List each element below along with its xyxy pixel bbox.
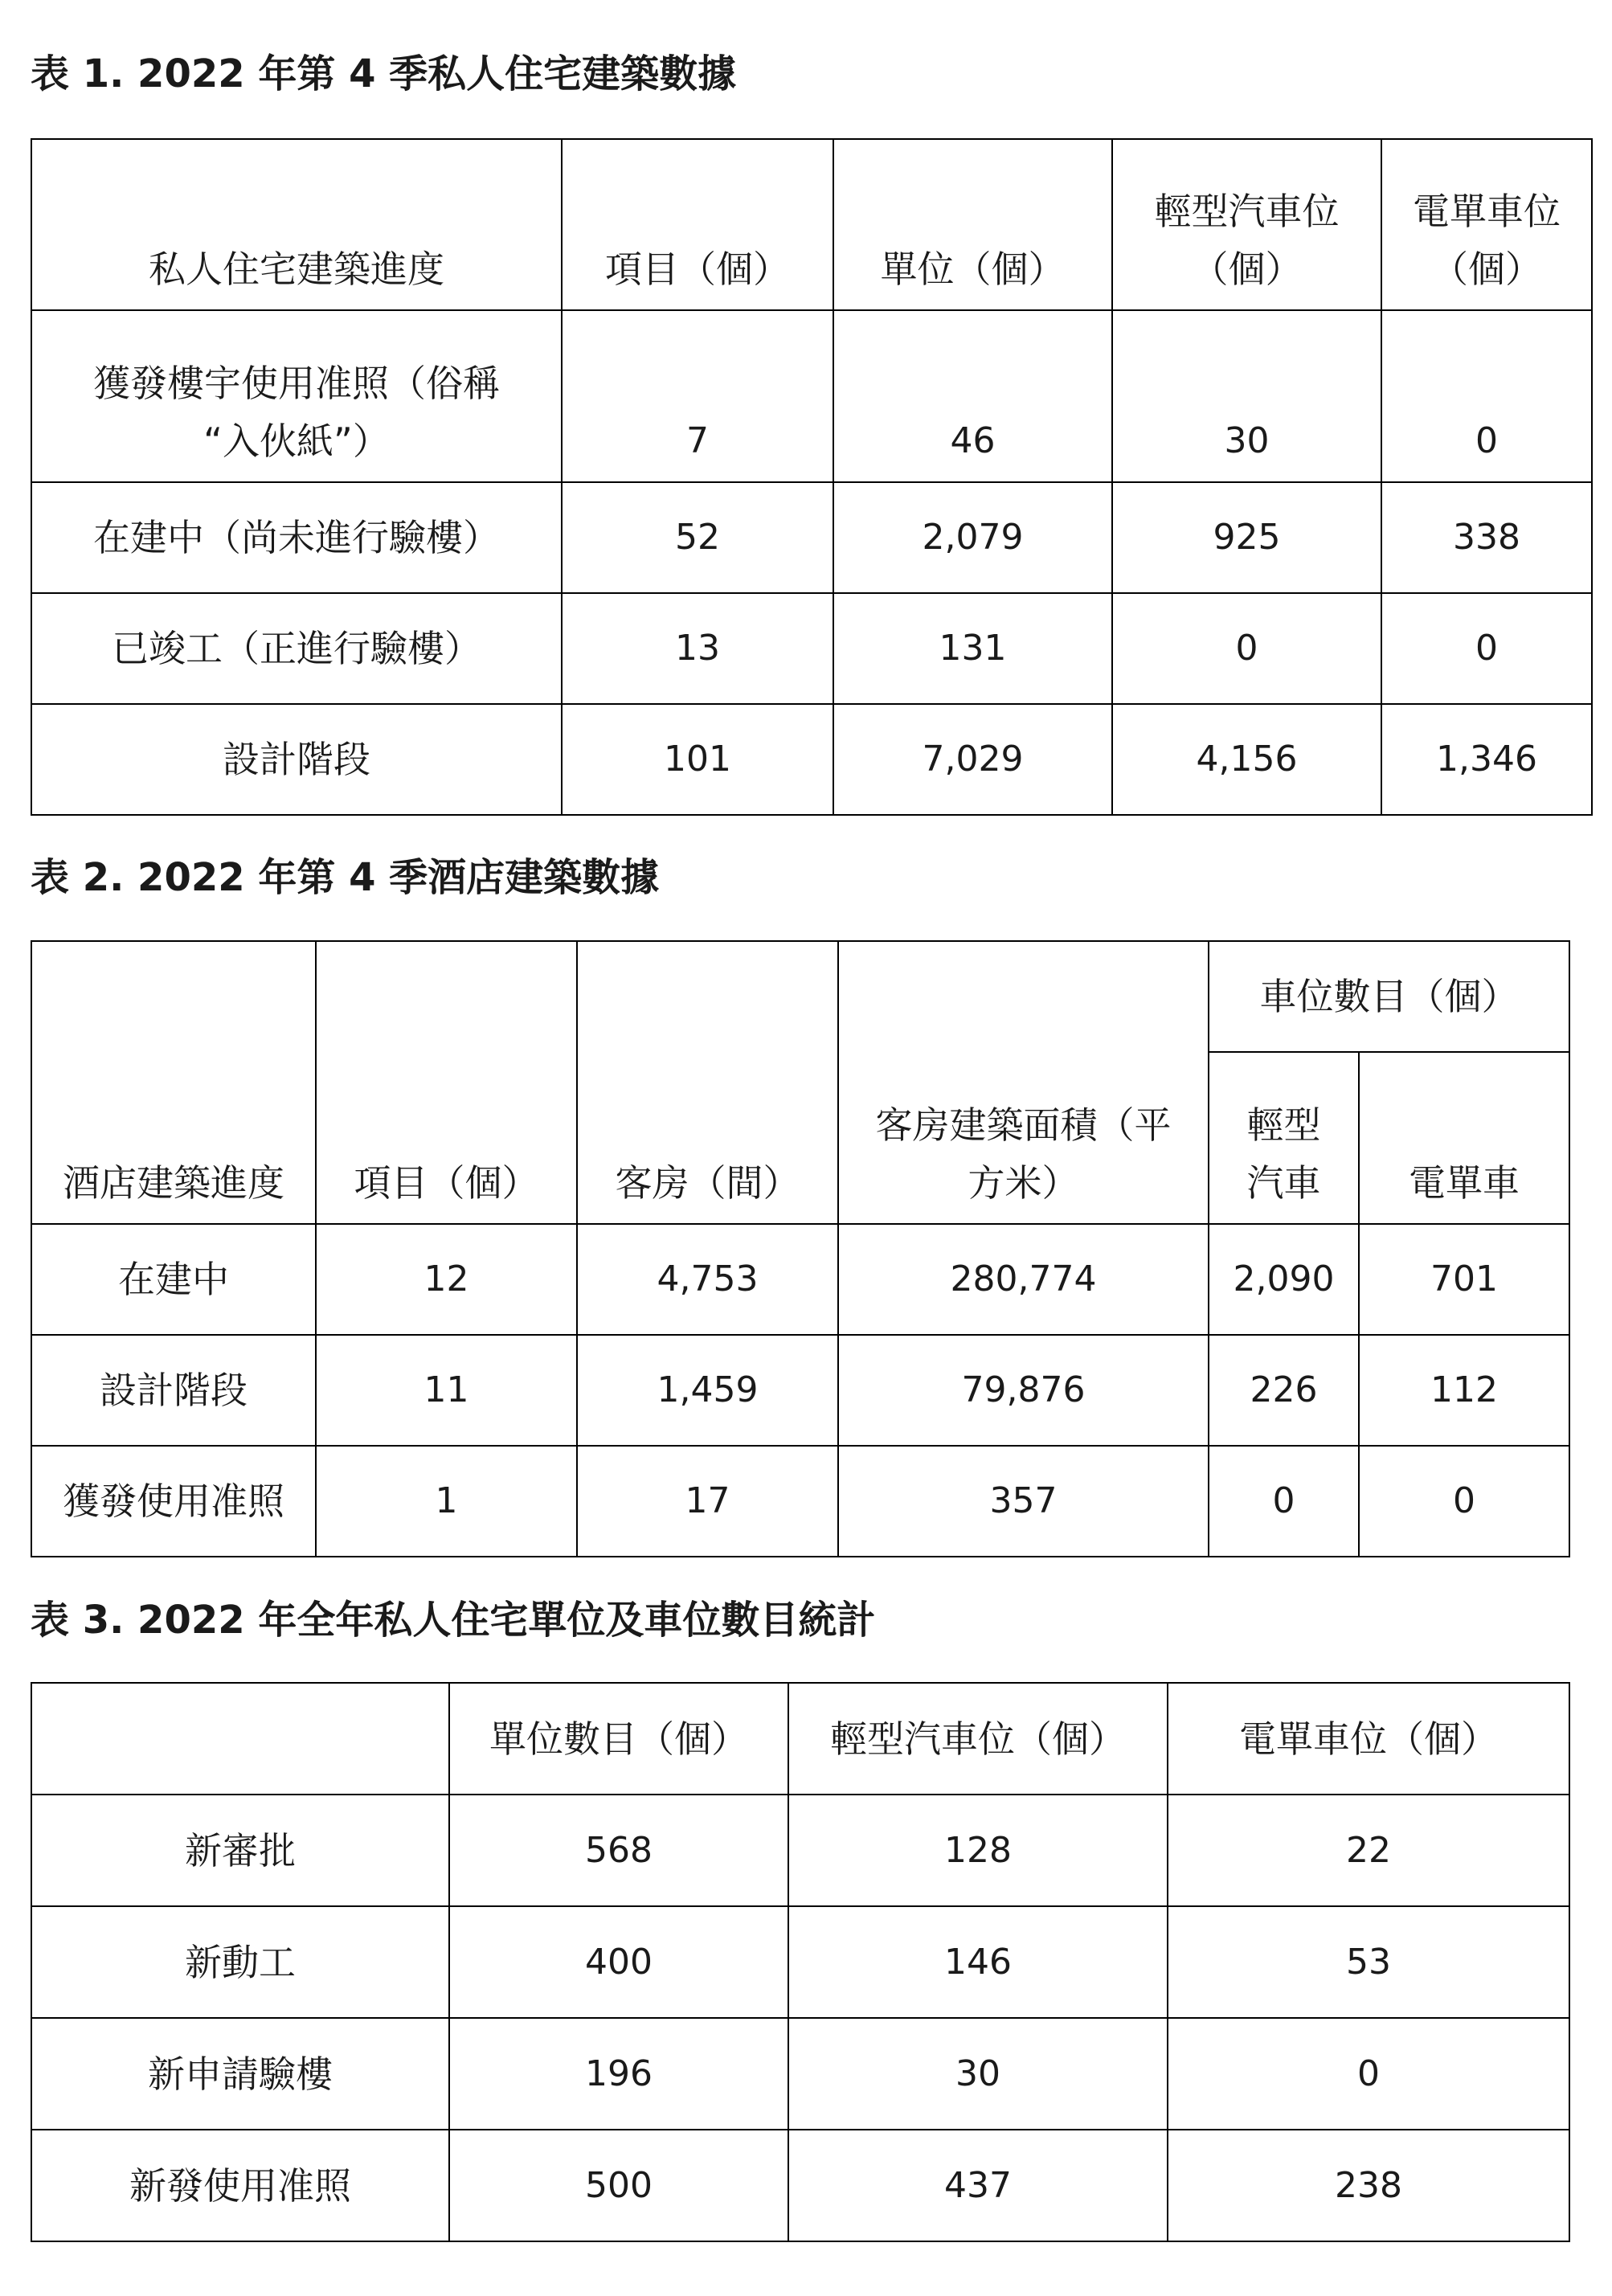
cell-area: 280,774 [838,1224,1209,1335]
row-label: 在建中 [31,1224,316,1335]
row-label: 新審批 [31,1795,449,1906]
cell-car: 30 [1112,310,1381,482]
cell-projects: 1 [316,1446,577,1557]
cell-projects: 52 [562,482,833,593]
table1-header-projects: 項目（個） [562,139,833,310]
cell-rooms: 17 [577,1446,838,1557]
cell-units: 131 [833,593,1112,704]
cell-car: 128 [788,1795,1168,1906]
table2-header-car [1209,1052,1359,1224]
cell-projects: 13 [562,593,833,704]
cell-projects: 12 [316,1224,577,1335]
cell-moto: 338 [1381,482,1592,593]
cell-car: 0 [1112,593,1381,704]
cell-moto: 53 [1168,1906,1569,2018]
table-row [31,704,1592,815]
row-label: 新申請驗樓 [31,2018,449,2130]
cell-moto: 0 [1381,310,1592,482]
table1-header-car-line1: 輕型汽車位 [1154,190,1340,233]
row-label: 已竣工（正進行驗樓） [31,593,562,704]
table1-private-residential [31,138,1593,816]
table-row [31,593,1592,704]
table2-header-projects: 項目（個） [316,941,577,1224]
table2-header-car-line2: 汽車 [1246,1161,1321,1205]
table-row [31,1224,1569,1335]
cell-car: 146 [788,1906,1168,2018]
row-label: 設計階段 [31,1335,316,1446]
cell-moto: 0 [1381,593,1592,704]
table1-header-row [31,139,1592,310]
table1-header-car [1112,139,1381,310]
table1-header-progress: 私人住宅建築進度 [31,139,562,310]
table1-title: 表 1. 2022 年第 4 季私人住宅建築數據 [31,51,737,96]
table2-header-row-1 [31,941,1569,1052]
cell-units: 568 [449,1795,788,1906]
table1-header-moto-line2: （個） [1431,248,1542,291]
cell-units: 500 [449,2130,788,2241]
table3-header-units: 單位數目（個） [449,1683,788,1795]
table3-header-row [31,1683,1569,1795]
cell-car: 437 [788,2130,1168,2241]
cell-moto: 1,346 [1381,704,1592,815]
table3-header-blank [31,1683,449,1795]
table3-annual-summary [31,1682,1570,2242]
cell-moto: 0 [1168,2018,1569,2130]
row-label: 新發使用准照 [31,2130,449,2241]
table1-header-moto-line1: 電單車位 [1413,190,1561,233]
row-label-line1: 獲發樓宇使用准照（俗稱 [93,362,500,405]
cell-projects: 7 [562,310,833,482]
row-label: 在建中（尚未進行驗樓） [31,482,562,593]
table-row [31,2018,1569,2130]
table3-title: 表 3. 2022 年全年私人住宅單位及車位數目統計 [31,1598,876,1643]
cell-units: 400 [449,1906,788,2018]
table-row [31,1906,1569,2018]
row-label: 設計階段 [31,704,562,815]
table2-header-area-line2: 方米） [968,1161,1079,1205]
cell-car: 30 [788,2018,1168,2130]
table2-header-rooms: 客房（間） [577,941,838,1224]
table1-header-moto [1381,139,1592,310]
table2-title: 表 2. 2022 年第 4 季酒店建築數據 [31,855,660,900]
cell-car: 4,156 [1112,704,1381,815]
cell-rooms: 4,753 [577,1224,838,1335]
table3-header-moto: 電單車位（個） [1168,1683,1569,1795]
cell-moto: 0 [1359,1446,1569,1557]
row-label-line2: “入伙紙”） [203,420,390,463]
cell-units: 7,029 [833,704,1112,815]
cell-moto: 112 [1359,1335,1569,1446]
row-label: 新動工 [31,1906,449,2018]
cell-units: 196 [449,2018,788,2130]
table2-header-car-line1: 輕型 [1246,1103,1321,1147]
table2-header-area-line1: 客房建築面積（平 [875,1103,1172,1147]
cell-moto: 22 [1168,1795,1569,1906]
cell-car: 2,090 [1209,1224,1359,1335]
table2-header-progress: 酒店建築進度 [31,941,316,1224]
table-row [31,1795,1569,1906]
table2-header-area [838,941,1209,1224]
row-label [31,310,562,482]
cell-projects: 11 [316,1335,577,1446]
cell-moto: 238 [1168,2130,1569,2241]
cell-area: 79,876 [838,1335,1209,1446]
table1-header-units: 單位（個） [833,139,1112,310]
table-row [31,2130,1569,2241]
table-row [31,1335,1569,1446]
cell-units: 2,079 [833,482,1112,593]
cell-projects: 101 [562,704,833,815]
cell-car: 925 [1112,482,1381,593]
table3-header-car: 輕型汽車位（個） [788,1683,1168,1795]
cell-car: 0 [1209,1446,1359,1557]
table2-header-moto: 電單車 [1359,1052,1569,1224]
table2-header-parking: 車位數目（個） [1209,941,1569,1052]
table-row [31,1446,1569,1557]
table2-hotel [31,940,1570,1557]
cell-units: 46 [833,310,1112,482]
cell-area: 357 [838,1446,1209,1557]
table-row [31,310,1592,482]
cell-moto: 701 [1359,1224,1569,1335]
cell-car: 226 [1209,1335,1359,1446]
table-row [31,482,1592,593]
row-label: 獲發使用准照 [31,1446,316,1557]
table1-header-car-line2: （個） [1191,248,1303,291]
cell-rooms: 1,459 [577,1335,838,1446]
